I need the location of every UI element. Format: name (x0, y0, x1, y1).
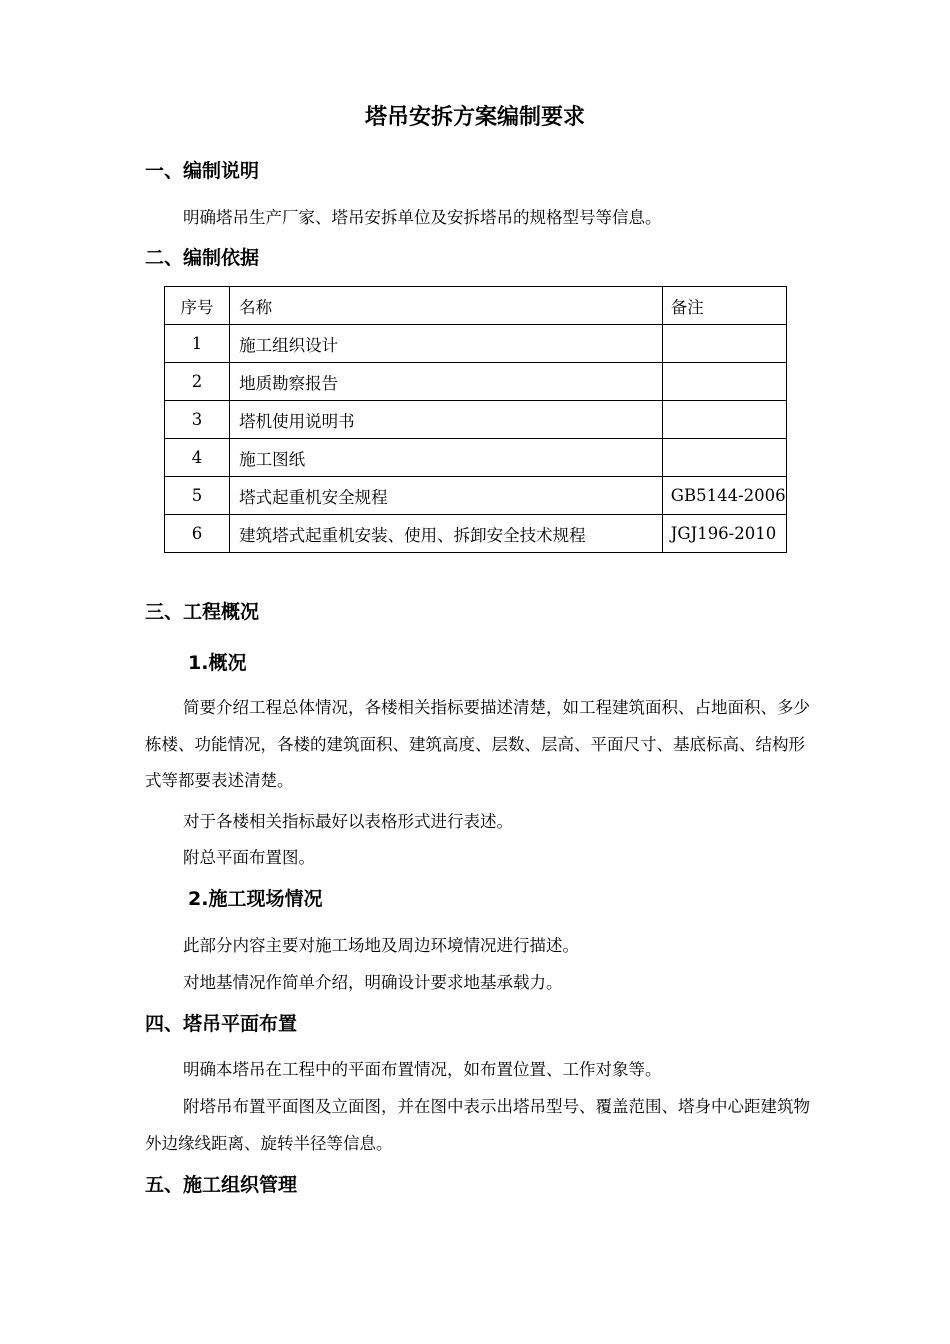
document-title: 塔吊安拆方案编制要求 (364, 105, 585, 130)
table-header-cell: 名称 (230, 287, 663, 325)
section-4-paragraph-2: 附塔吊布置平面图及立面图，并在图中表示出塔吊型号、覆盖范围、塔身中心距建筑物外边缘线距离、旋转半径等信息。 (145, 1097, 810, 1153)
table-cell-name: 塔机使用说明书 (230, 401, 663, 439)
table-row (165, 363, 787, 401)
table-cell-name: 施工组织设计 (230, 325, 663, 363)
table-cell-no: 5 (165, 477, 230, 515)
section-4-paragraph-1: 明确本塔吊在工程中的平面布置情况，如布置位置、工作对象等。 (183, 1060, 662, 1079)
section-1-text: 明确塔吊生产厂家、塔吊安拆单位及安拆塔吊的规格型号等信息。 (183, 208, 662, 227)
table-cell-note (662, 363, 786, 401)
table-row (165, 439, 787, 477)
section-3-1-paragraph-2: 对于各楼相关指标最好以表格形式进行表述。 (183, 812, 513, 831)
section-3-2-heading: 2.施工现场情况 (188, 888, 323, 910)
table-row (165, 477, 787, 515)
basis-table (164, 286, 787, 553)
table-cell-note: GB5144-2006 (662, 477, 786, 515)
table-cell-note (662, 401, 786, 439)
section-3-1-heading: 1.概况 (188, 652, 247, 674)
section-3-heading: 三、工程概况 (145, 601, 260, 623)
table-header-cell: 备注 (662, 287, 786, 325)
table-cell-no: 4 (165, 439, 230, 477)
section-5-heading: 五、施工组织管理 (145, 1174, 298, 1196)
section-3-2-paragraph-1: 此部分内容主要对施工场地及周边环境情况进行描述。 (183, 936, 579, 955)
table-cell-no: 6 (165, 515, 230, 553)
table-row (165, 325, 787, 363)
table-row (165, 515, 787, 553)
table-header-row (165, 287, 787, 325)
section-3-2-paragraph-2: 对地基情况作简单介绍，明确设计要求地基承载力。 (183, 973, 563, 992)
table-cell-name: 地质勘察报告 (230, 363, 663, 401)
section-2-heading: 二、编制依据 (145, 247, 260, 269)
section-3-1-paragraph-3: 附总平面布置图。 (183, 848, 315, 867)
section-4-heading: 四、塔吊平面布置 (145, 1013, 298, 1035)
table-cell-note: JGJ196-2010 (662, 515, 786, 553)
table-cell-note (662, 325, 786, 363)
section-1-heading: 一、编制说明 (145, 160, 260, 182)
table-cell-name: 塔式起重机安全规程 (230, 477, 663, 515)
section-3-1-paragraph-1: 简要介绍工程总体情况，各楼相关指标要描述清楚，如工程建筑面积、占地面积、多少栋楼、功能情况，各楼的建筑面积、建筑高度、层数、层高、平面尺寸、基底标高、结构形式等都要表述清楚。 (145, 698, 810, 790)
table-cell-no: 3 (165, 401, 230, 439)
table-row (165, 401, 787, 439)
table-cell-name: 建筑塔式起重机安装、使用、拆卸安全技术规程 (230, 515, 663, 553)
table-cell-no: 2 (165, 363, 230, 401)
table-cell-no: 1 (165, 325, 230, 363)
table-cell-name: 施工图纸 (230, 439, 663, 477)
table-cell-note (662, 439, 786, 477)
table-header-cell: 序号 (165, 287, 230, 325)
